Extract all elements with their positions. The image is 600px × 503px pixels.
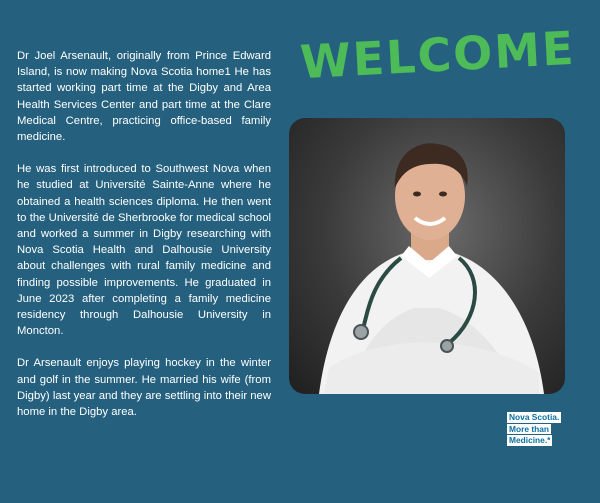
bio-text [17,48,271,436]
logo-line-2: More than [509,423,550,434]
logo-line-1: Nova Scotia. [509,412,560,422]
welcome-heading: WELCOME [298,20,577,90]
bio-paragraph-1: Dr Joel Arsenault, originally from Prince Edward Island, is now making Nova Scotia home1 He has started working part time at the Digby and Area Health Services Center and part time at the Clare Medical Centre, practicing office-based family medicine. [17,50,271,144]
doctor-portrait [289,118,565,394]
bio-paragraph-3: Dr Arsenault enjoys playing hockey in the winter and golf in the summer. He married his wife (from Digby) last year and they are settling into their new home in the Digby area. [17,357,271,419]
logo-line-3: Medicine.* [509,435,551,445]
portrait-illustration [289,118,565,394]
bio-paragraph-2: He was first introduced to Southwest Nova when he studied at Université Sainte-Anne where he obtained a health sciences diploma. He then went to the Université de Sherbrooke for medical school and worked a summer in Digby researching with Nova Scotia Health and Dalhousie University about challenges with rural family medicine and finding possible improvements. He graduated in June 2023 after completing a family medicine residency through Dalhousie University in Moncton. [17,163,271,338]
nova-scotia-logo [507,412,569,447]
